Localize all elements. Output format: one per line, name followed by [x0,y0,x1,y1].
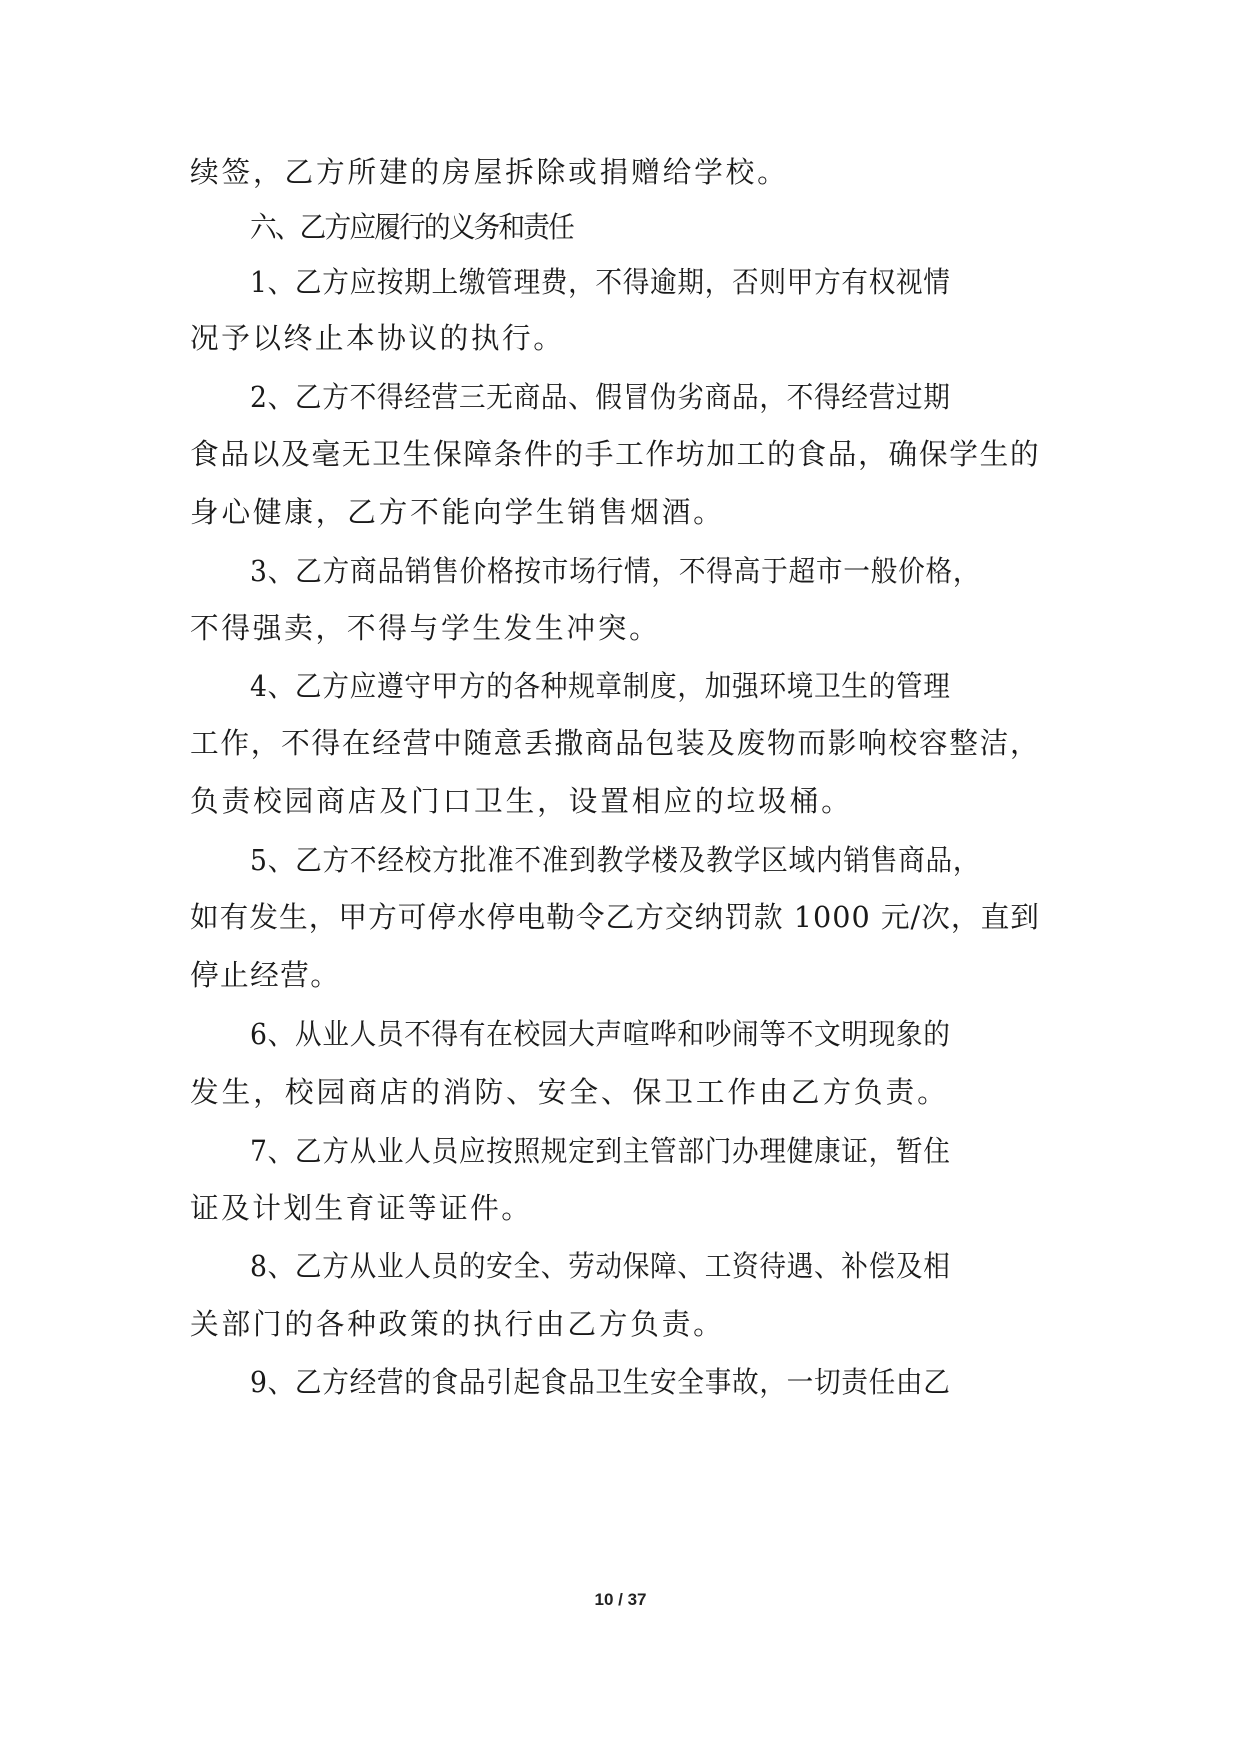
text-line: 证及计划生育证等证件。 [190,1191,533,1225]
text-line: 不得强卖，不得与学生发生冲突。 [190,611,661,645]
text-line: 负责校园商店及门口卫生，设置相应的垃圾桶。 [190,784,853,818]
text-line: 7、乙方从业人员应按照规定到主管部门办理健康证，暂住 [250,1134,951,1168]
text-line: 况予以终止本协议的执行。 [190,321,565,355]
text-line: 发生，校园商店的消防、安全、保卫工作由乙方负责。 [190,1075,949,1109]
page-number: 10 / 37 [594,1590,647,1609]
text-line: 如有发生，甲方可停水停电勒令乙方交纳罚款 1000 元/次，直到 [190,900,1040,934]
text-line: 停止经营。 [190,958,341,992]
text-line: 1、乙方应按期上缴管理费，不得逾期，否则甲方有权视情 [250,265,951,299]
text-line: 续签，乙方所建的房屋拆除或捐赠给学校。 [190,155,789,189]
text-line: 工作，不得在经营中随意丢撒商品包装及废物而影响校容整洁， [190,726,1041,760]
text-line: 8、乙方从业人员的安全、劳动保障、工资待遇、补偿及相 [250,1249,951,1283]
text-line: 2、乙方不得经营三无商品、假冒伪劣商品，不得经营过期 [250,380,951,414]
text-line: 身心健康，乙方不能向学生销售烟酒。 [190,495,725,529]
section-heading: 六、乙方应履行的义务和责任 [250,210,573,244]
text-line: 3、乙方商品销售价格按市场行情，不得高于超市一般价格， [250,554,981,588]
text-line: 5、乙方不经校方批准不准到教学楼及教学区域内销售商品， [250,843,981,877]
text-line: 6、从业人员不得有在校园大声喧哗和吵闹等不文明现象的 [250,1017,951,1051]
text-line: 关部门的各种政策的执行由乙方负责。 [190,1307,725,1341]
text-line: 4、乙方应遵守甲方的各种规章制度，加强环境卫生的管理 [250,669,951,703]
text-line: 9、乙方经营的食品引起食品卫生安全事故，一切责任由乙 [250,1365,951,1399]
text-line: 食品以及毫无卫生保障条件的手工作坊加工的食品，确保学生的 [190,437,1041,471]
